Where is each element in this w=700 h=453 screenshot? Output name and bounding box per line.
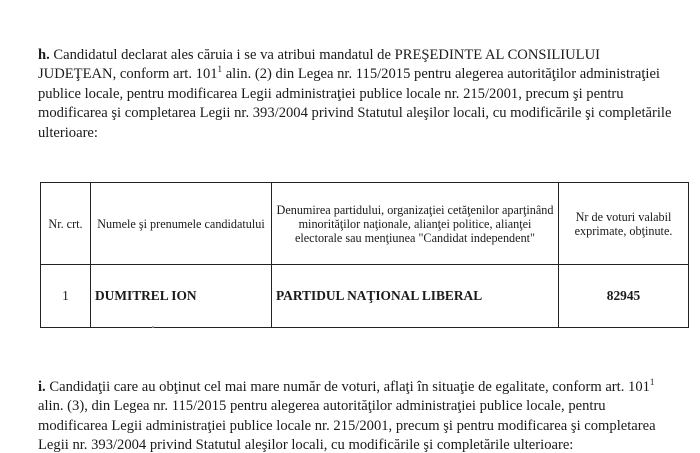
header-candidate-name: Numele şi prenumele candidatului	[91, 183, 272, 265]
cell-nr: 1	[41, 265, 91, 328]
header-party: Denumirea partidului, organizaţiei cetăţenilor aparţinând minorităţilor naţionale, alianţei politice, alianţei electorale sau menţiunea "Candidat independent"	[272, 183, 559, 265]
section-i-letter: i.	[38, 379, 46, 395]
section-h-letter: h.	[38, 47, 50, 63]
scan-speck	[152, 326, 154, 328]
section-h-text-start: Candidatul declarat ales căruia i se va atribui mandatul de PREŞEDINTE AL CONSILIULUI JUDEŢEAN, conform art. 101	[38, 47, 600, 83]
section-i-text-end: alin. (3), din Legea nr. 115/2015 pentru alegerea autorităţilor administraţiei publice locale, pentru modificarea Legii administraţiei publice locale nr. 215/2001, precum şi pentru modificarea şi completarea Legii nr. 393/2004 privind Statutul aleşilor locali, cu modificările şi completările ulterioare:	[38, 398, 656, 453]
section-h-superscript: 1	[217, 64, 223, 75]
cell-votes: 82945	[559, 265, 689, 328]
header-nr-crt: Nr. crt.	[41, 183, 91, 265]
table-row	[41, 265, 689, 328]
section-h-text-end: alin. (2) din Legea nr. 115/2015 pentru alegerea autorităţilor administraţiei publice locale, pentru modificarea Legii administraţiei publice locale nr. 215/2001, precum şi pentru modificarea şi completarea Legii nr. 393/2004 privind Statutul aleşilor locali, cu modificările şi completările ulterioare:	[38, 66, 672, 141]
cell-party: PARTIDUL NAŢIONAL LIBERAL	[272, 265, 559, 328]
table-header-row	[41, 183, 689, 265]
section-i-text-start: Candidaţii care au obţinut cel mai mare număr de voturi, aflaţi în situaţie de egalitate, conform art. 101	[45, 379, 650, 395]
section-i-superscript: 1	[649, 377, 655, 388]
section-h-paragraph	[38, 46, 678, 143]
cell-candidate-name: DUMITREL ION	[91, 265, 272, 328]
section-i-paragraph	[38, 378, 678, 453]
results-table	[40, 182, 689, 328]
header-votes: Nr de voturi valabil exprimate, obţinute.	[559, 183, 689, 265]
